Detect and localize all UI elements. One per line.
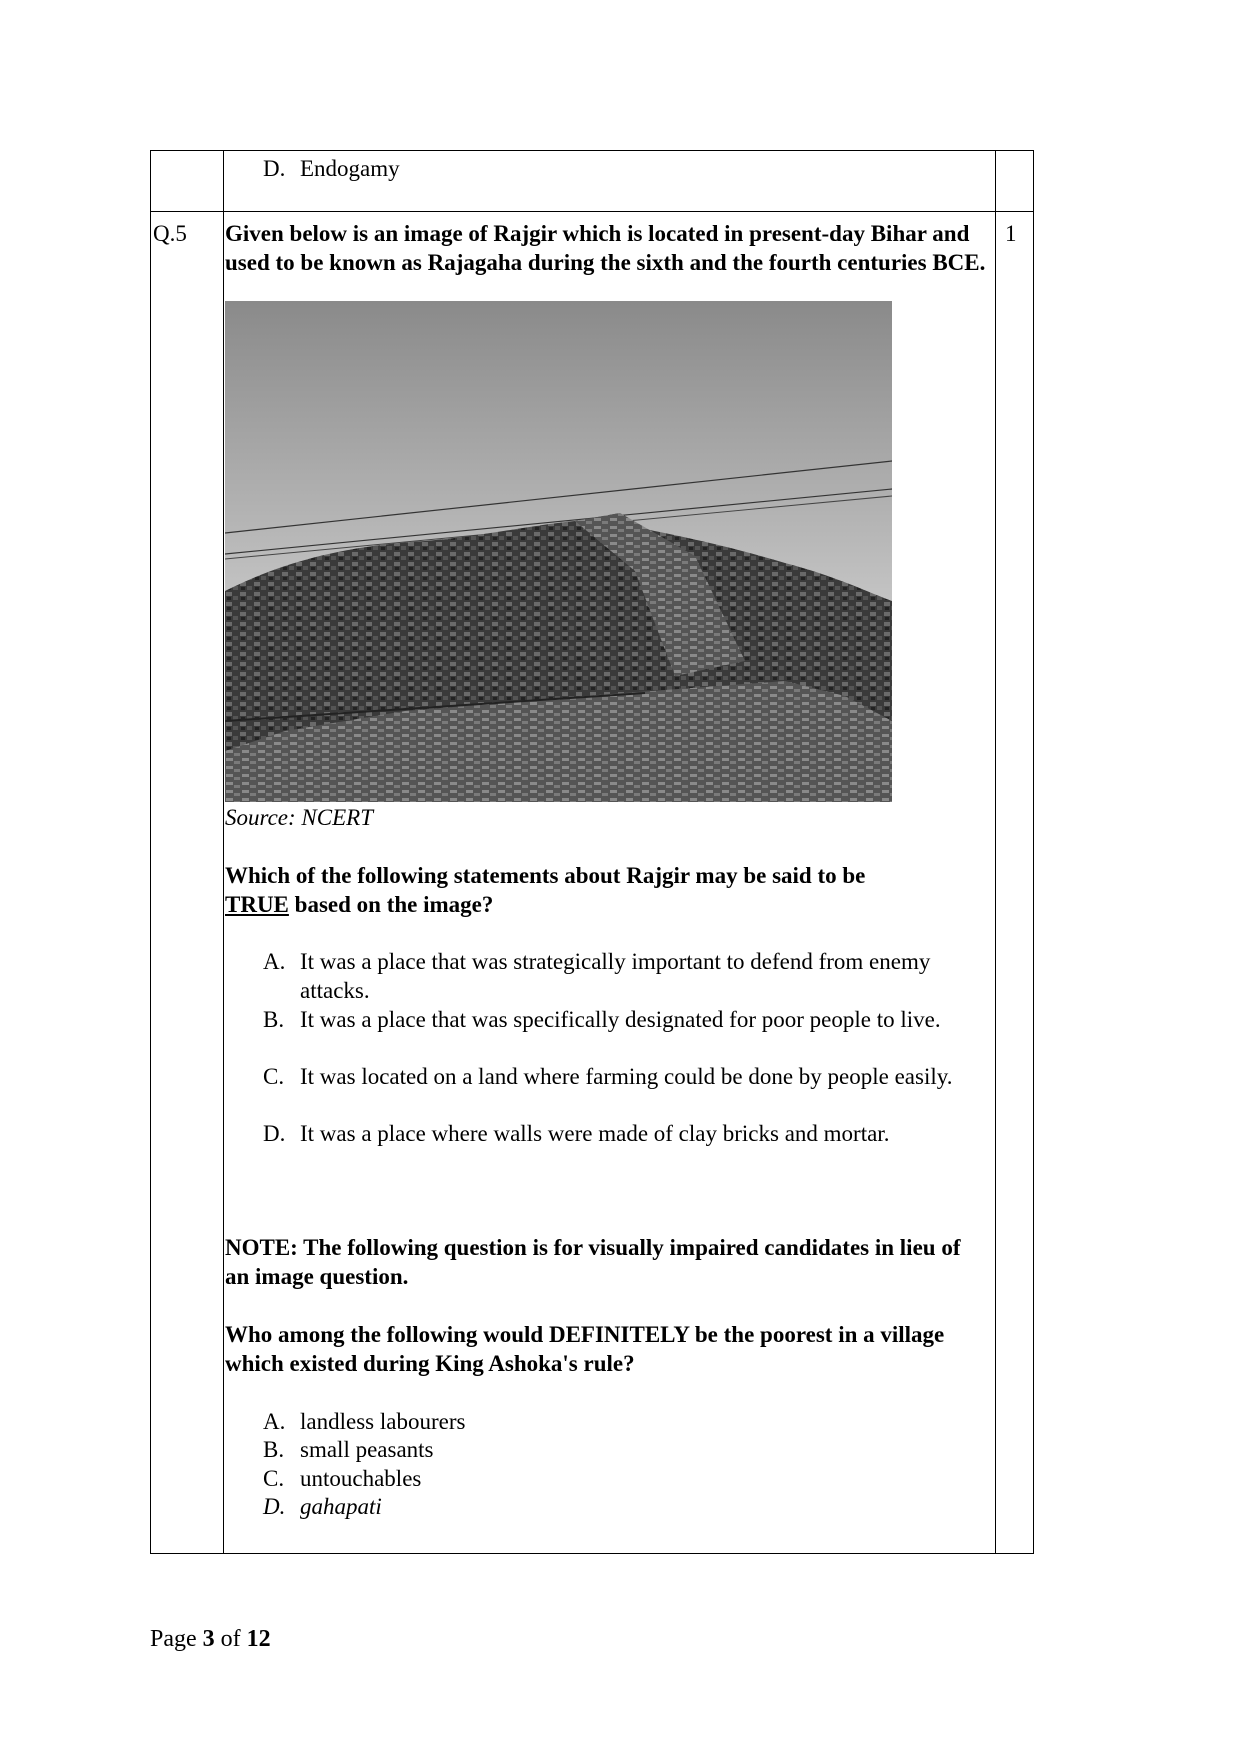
column-divider — [223, 151, 224, 1553]
option-letter: C. — [263, 1064, 285, 1089]
question-prompt — [225, 861, 915, 919]
page-footer — [150, 1625, 271, 1654]
option-letter: A. — [263, 949, 286, 974]
page-current: 3 — [202, 1626, 215, 1652]
question-number: Q.5 — [153, 221, 187, 246]
prompt-text: Which of the following statements about Rajgir may be said to be — [225, 863, 866, 888]
of-label: of — [220, 1626, 241, 1652]
question-marks: 1 — [1005, 221, 1017, 246]
column-divider — [995, 151, 996, 1553]
rajgir-photo-icon — [225, 301, 892, 802]
option-letter: A. — [263, 1409, 286, 1434]
prompt-emphasis: TRUE — [225, 892, 289, 917]
option-letter: D. — [263, 1494, 286, 1519]
option-text: It was a place that was specifically designated for poor people to live. — [300, 1007, 941, 1032]
option-text: Endogamy — [300, 156, 400, 181]
option-letter: C. — [263, 1466, 285, 1491]
option-text: It was a place that was strategically important to defend from enemy attacks. — [300, 949, 931, 1003]
option-letter: D. — [263, 156, 286, 181]
option-text: small peasants — [300, 1437, 434, 1462]
alt-question-prompt: Who among the following would DEFINITELY be the poorest in a village which existed during King Ashoka's rule? — [225, 1322, 945, 1376]
vi-note: NOTE: The following question is for visually impaired candidates in lieu of an image question. — [225, 1235, 961, 1289]
option-text: landless labourers — [300, 1409, 466, 1434]
option-text: gahapati — [300, 1494, 382, 1519]
option-letter: D. — [263, 1121, 286, 1146]
row-divider — [151, 211, 1033, 212]
option-letter: B. — [263, 1437, 285, 1462]
option-letter: B. — [263, 1007, 285, 1032]
page-label: Page — [150, 1626, 197, 1652]
prompt-text: based on the image? — [294, 892, 494, 917]
option-text: untouchables — [300, 1466, 422, 1491]
question-stem: Given below is an image of Rajgir which is located in present-day Bihar and used to be known as Rajagaha during the sixth and the fourth centuries BCE. — [225, 221, 986, 275]
option-text: It was a place where walls were made of clay bricks and mortar. — [300, 1121, 890, 1146]
image-source: Source: NCERT — [225, 805, 373, 830]
option-text: It was located on a land where farming could be done by people easily. — [300, 1064, 953, 1089]
page-total: 12 — [246, 1626, 271, 1652]
